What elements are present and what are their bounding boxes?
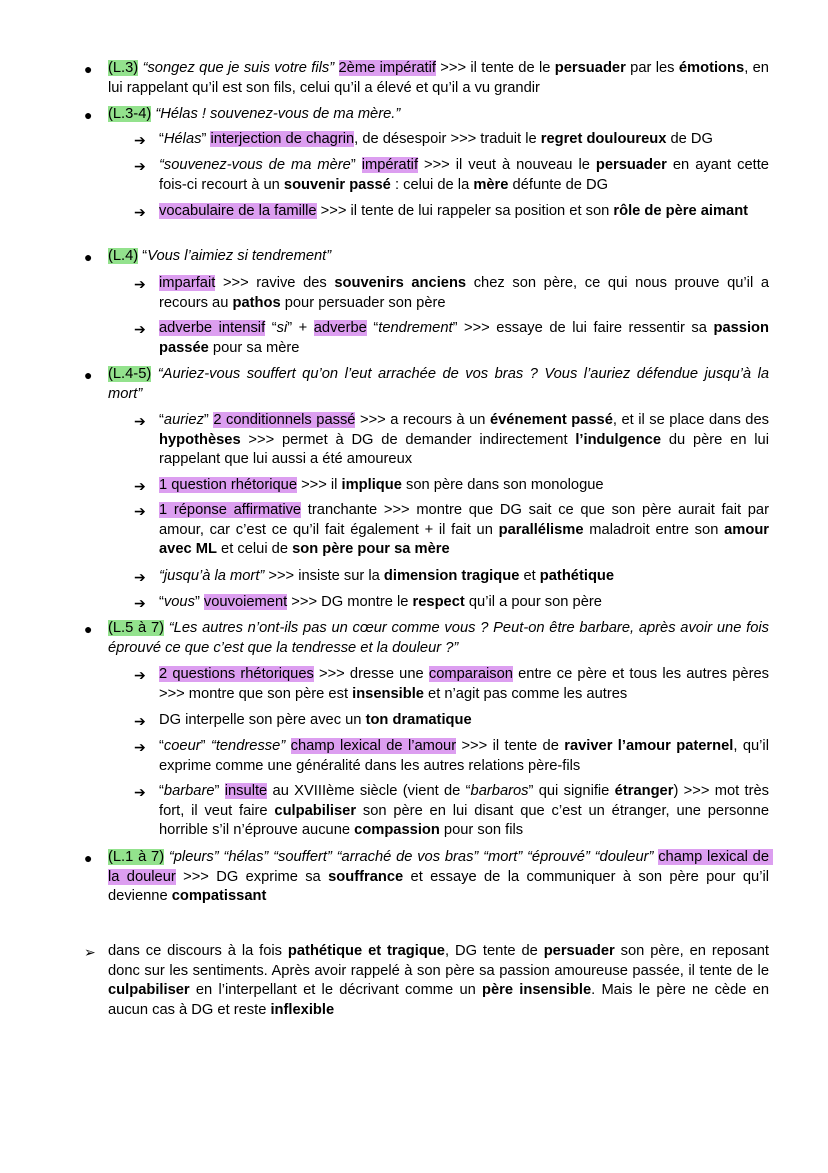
text-segment: compatissant <box>171 888 267 905</box>
text-segment: ton dramatique <box>365 712 472 728</box>
text-segment: , et il se place dans des <box>612 412 774 428</box>
conclusion-marker: ➢ <box>84 944 96 960</box>
text-segment: émotions <box>678 60 745 76</box>
text-segment: pour son fils <box>439 822 524 839</box>
arrow-marker: ➔ <box>134 204 146 220</box>
text-segment: souffrance <box>328 868 404 885</box>
text-segment: compassion <box>354 822 440 839</box>
text-segment: Hélas <box>163 131 202 147</box>
line-reference: (L.3) <box>108 60 139 76</box>
text-segment: rôle de père aimant <box>613 203 749 219</box>
highlight-term: 1 réponse affirmative <box>159 502 302 518</box>
highlight-term: comparaison <box>428 666 513 682</box>
line-reference: (L.5 à 7) <box>108 620 165 636</box>
text-segment: “tendresse” <box>210 738 286 754</box>
text-segment: en ayant cette fois-ci recourt à un <box>159 157 774 193</box>
text-segment: pathos <box>232 294 281 311</box>
text-segment: “ <box>159 738 164 754</box>
arrow-marker: ➔ <box>134 413 146 429</box>
text-segment: inflexible <box>270 1002 335 1019</box>
text-segment: , DG tente de <box>444 943 544 959</box>
highlight-term: impératif <box>361 157 419 173</box>
arrow-marker: ➔ <box>134 667 146 683</box>
paragraph <box>159 274 774 313</box>
text-segment: , qu’il exprime comme une généralité dans les autres relations père-fils <box>159 738 774 774</box>
text-segment: >>> a recours à un <box>355 412 490 428</box>
paragraph <box>159 319 774 358</box>
text-segment: culpabiliser <box>274 802 357 819</box>
text-segment: raviver l’amour paternel <box>564 738 734 754</box>
arrow-marker: ➔ <box>134 569 146 585</box>
text-segment: ” <box>194 594 204 610</box>
text-segment: dimension tragique <box>383 568 520 584</box>
text-segment: pathétique <box>539 568 615 584</box>
text-segment: maladroit entre son <box>583 521 725 538</box>
text-segment: entre ce père et tous les autres pères >>> montre que son père est <box>159 666 774 702</box>
text-segment: “ <box>265 320 277 336</box>
paragraph <box>159 593 769 613</box>
text-segment: >>> il veut à nouveau le <box>418 157 596 173</box>
highlight-term: interjection de chagrin <box>210 131 355 147</box>
text-segment: son père en lui disant que c’est un étranger, une personne horrible s’il n’éprouve aucune <box>159 802 774 839</box>
bullet-marker: ● <box>84 61 93 77</box>
text-segment: barbare <box>163 783 215 799</box>
text-segment: persuader <box>554 60 626 76</box>
text-segment: >>> il tente de lui rappeler sa position et son <box>316 203 614 219</box>
text-segment: >>> il tente de le <box>435 60 555 76</box>
text-segment: , de désespoir >>> traduit le <box>354 131 541 147</box>
text-segment: au XVIIIème siècle (vient de “ <box>267 783 471 799</box>
text-segment: >>> il tente de <box>456 738 565 754</box>
paragraph <box>159 156 774 195</box>
line-reference: (L.1 à 7) <box>108 849 165 865</box>
text-segment: vous <box>163 594 195 610</box>
text-segment: . Mais le père ne cède en aucun cas à DG et reste <box>108 982 774 1019</box>
arrow-marker: ➔ <box>134 276 146 292</box>
text-segment: “souvenez-vous de ma mère <box>159 157 351 173</box>
conclusion-paragraph <box>108 942 774 1021</box>
paragraph <box>108 59 774 98</box>
text-segment: pour persuader son père <box>280 294 446 311</box>
text-segment: son père dans son monologue <box>401 477 604 493</box>
text-segment: >>> permet à DG de demander indirectement <box>240 431 576 448</box>
text-segment: implique <box>341 477 402 493</box>
text-segment: >>> insiste sur la <box>264 568 384 584</box>
text-segment: événement passé <box>489 412 613 428</box>
text-segment: respect <box>412 594 465 610</box>
text-segment: >>> il <box>297 477 342 493</box>
line-reference: (L.4) <box>108 248 139 264</box>
arrow-marker: ➔ <box>134 784 146 800</box>
paragraph <box>159 130 769 150</box>
paragraph <box>159 202 769 222</box>
text-segment: pathétique et tragique <box>287 943 445 959</box>
paragraph <box>159 737 774 776</box>
text-segment: insensible <box>352 685 424 702</box>
paragraph <box>159 711 769 731</box>
text-segment: souvenir passé <box>283 176 391 193</box>
text-segment: étranger <box>614 783 674 799</box>
text-segment: “jusqu’à la mort” <box>159 568 265 584</box>
text-segment: et n’agit pas comme les autres <box>423 685 628 702</box>
text-segment: ” >>> essaye de lui faire ressentir sa <box>452 320 714 336</box>
text-segment: : celui de la <box>390 176 474 193</box>
bullet-marker: ● <box>84 621 93 637</box>
arrow-marker: ➔ <box>134 132 146 148</box>
text-segment: en l’interpellant et le décrivant comme un <box>189 982 483 999</box>
text-segment: souvenirs anciens <box>334 275 467 291</box>
highlight-term: champ lexical de la douleur <box>108 849 774 885</box>
text-segment: ” <box>214 783 225 799</box>
text-segment: persuader <box>543 943 615 959</box>
highlight-term: insulte <box>224 783 268 799</box>
text-segment: son père, en reposant donc sur les sentiments. Après avoir rappelé à son père sa passion amoureuse passée, il tente de le <box>108 943 774 979</box>
text-segment: “ <box>159 131 164 147</box>
paragraph <box>108 848 774 907</box>
text-segment: chez son père, ce qui nous prouve qu’il a recours au <box>159 275 774 311</box>
bullet-marker: ● <box>84 367 93 383</box>
arrow-marker: ➔ <box>134 478 146 494</box>
arrow-marker: ➔ <box>134 503 146 519</box>
text-segment: “ <box>159 594 164 610</box>
bullet-marker: ● <box>84 107 93 123</box>
text-segment: qu’il a pour son père <box>464 594 602 610</box>
paragraph <box>159 665 774 704</box>
text-segment: et <box>519 568 540 584</box>
paragraph <box>159 567 769 587</box>
highlight-term: vocabulaire de la famille <box>159 203 317 219</box>
line-reference: (L.4-5) <box>108 366 152 382</box>
paragraph <box>108 105 769 125</box>
text-segment: >>> DG montre le <box>287 594 413 610</box>
text-segment: dans ce discours à la fois <box>108 943 288 959</box>
text-segment: persuader <box>595 157 667 173</box>
bullet-marker: ● <box>84 249 93 265</box>
text-segment: Vous l’aimiez si tendrement” <box>147 248 332 264</box>
text-segment: >>> ravive des <box>215 275 335 291</box>
text-segment: de DG <box>666 131 713 147</box>
paragraph <box>159 476 769 496</box>
text-segment: tendrement <box>378 320 453 336</box>
text-segment: ” qui signifie <box>528 783 615 799</box>
text-segment: DG interpelle son père avec un <box>159 712 366 728</box>
highlight-term: adverbe intensif <box>159 320 266 336</box>
bullet-marker: ● <box>84 850 93 866</box>
line-reference: (L.3-4) <box>108 106 152 122</box>
text-segment: “ <box>138 248 148 264</box>
highlight-term: 2 questions rhétoriques <box>159 666 314 682</box>
text-segment: défunte de DG <box>508 176 609 193</box>
paragraph <box>159 501 774 560</box>
text-segment: >>> DG exprime sa <box>175 868 329 885</box>
text-segment: “ <box>159 783 164 799</box>
text-segment: regret douloureux <box>540 131 667 147</box>
text-segment <box>334 60 338 76</box>
text-segment: auriez <box>163 412 204 428</box>
text-segment: par les <box>625 60 679 76</box>
text-segment: “Les autres n’ont-ils pas un cœur comme vous ? Peut-on être barbare, après avoir une fois éprouvé ce que c’est que la tendresse et la douleur ?” <box>108 620 774 656</box>
text-segment: passion passée <box>159 320 774 356</box>
text-segment: “songez que je suis votre fils” <box>142 60 335 76</box>
highlight-term: 2 conditionnels passé <box>213 412 356 428</box>
text-segment: “ <box>159 412 164 428</box>
highlight-term: vouvoiement <box>203 594 288 610</box>
paragraph <box>108 619 774 658</box>
paragraph <box>108 365 774 404</box>
highlight-term: imparfait <box>159 275 216 291</box>
arrow-marker: ➔ <box>134 713 146 729</box>
paragraph <box>159 411 774 470</box>
arrow-marker: ➔ <box>134 739 146 755</box>
text-segment: “Hélas ! souvenez-vous de ma mère.” <box>155 106 401 122</box>
text-segment: “Auriez-vous souffert qu’on l’eut arrachée de vos bras ? Vous l’auriez défendue jusqu’à la mort” <box>108 366 774 402</box>
text-segment <box>285 738 290 754</box>
text-segment: ” <box>350 157 362 173</box>
text-segment: mère <box>473 176 509 193</box>
text-segment: amour avec ML <box>159 521 774 558</box>
text-segment: “pleurs” “hélas” “souffert” “arraché de vos bras” “mort” “éprouvé” “douleur” <box>168 849 654 865</box>
highlight-term: 1 question rhétorique <box>159 477 297 493</box>
text-segment: ” <box>201 131 211 147</box>
arrow-marker: ➔ <box>134 321 146 337</box>
arrow-marker: ➔ <box>134 158 146 174</box>
text-segment: culpabiliser <box>108 982 190 999</box>
text-segment: et essaye de la communiquer à son père pour qu’il devienne <box>108 868 774 905</box>
text-segment: père insensible <box>482 982 592 999</box>
text-segment: barbaros <box>470 783 529 799</box>
text-segment: son père pour sa mère <box>292 541 450 558</box>
text-segment: coeur <box>163 738 201 754</box>
text-segment: >>> dresse une <box>313 666 429 682</box>
highlight-term: 2ème impératif <box>338 60 436 76</box>
text-segment: et celui de <box>216 541 293 558</box>
text-segment: pour sa mère <box>208 339 300 356</box>
arrow-marker: ➔ <box>134 595 146 611</box>
text-segment: ” <box>200 738 211 754</box>
text-segment: si <box>276 320 288 336</box>
text-segment: ” <box>203 412 214 428</box>
text-segment: , en lui rappelant qu’il est son fils, celui qu’il a élevé et qu’il a vu grandir <box>108 60 774 96</box>
text-segment: ) >>> mot très fort, il veut faire <box>159 783 774 819</box>
text-segment: ” + <box>287 320 314 336</box>
text-segment: du père en lui rappelant que lui aussi a été amoureux <box>159 431 774 468</box>
text-segment: hypothèses <box>159 431 241 448</box>
highlight-term: adverbe <box>313 320 367 336</box>
text-segment: parallélisme <box>498 521 584 538</box>
text-segment: l’indulgence <box>575 431 662 448</box>
paragraph <box>159 782 774 841</box>
text-segment: tranchante >>> montre que DG sait ce que son père aurait fait par amour, car c’est ce qu’il fait également + il fait un <box>159 502 774 538</box>
paragraph <box>108 247 769 267</box>
text-segment: “ <box>366 320 379 336</box>
highlight-term: champ lexical de l’amour <box>290 738 457 754</box>
